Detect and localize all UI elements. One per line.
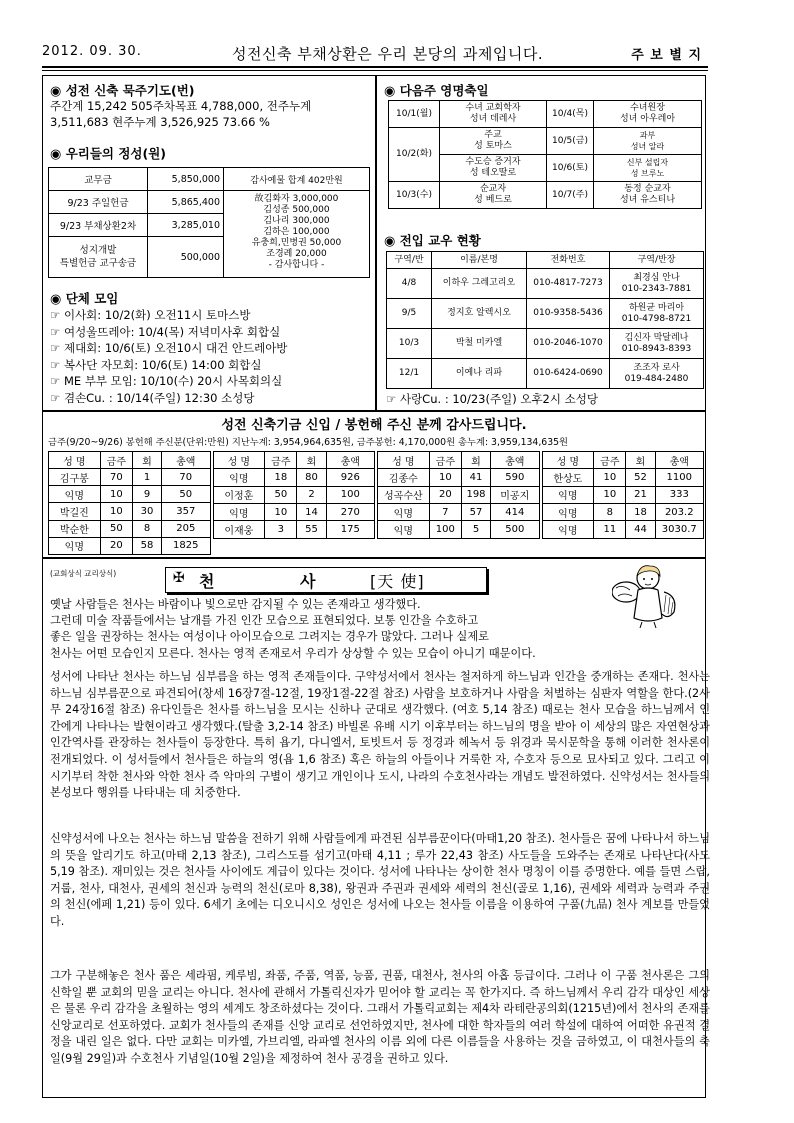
donation-row bbox=[378, 469, 540, 486]
donation-cell: 500 bbox=[491, 521, 539, 538]
section-marker-icon: ◉ bbox=[50, 147, 62, 162]
donation-row bbox=[49, 469, 211, 486]
thanks-title: 감사예물 합계 402만원 bbox=[224, 168, 370, 191]
donation-cell: 익명 bbox=[378, 521, 430, 538]
donation-row bbox=[49, 486, 211, 503]
donation-cell: 41 bbox=[461, 469, 490, 486]
page-header bbox=[42, 40, 708, 66]
donation-cell: 100 bbox=[429, 521, 461, 538]
pointing-hand-icon: ☞ bbox=[50, 357, 61, 372]
donation-row bbox=[49, 537, 211, 554]
newcomers-table bbox=[386, 251, 704, 389]
rosary-heading: ◉ 성전 신축 묵주기도(번) bbox=[50, 83, 195, 99]
donation-cell: 55 bbox=[297, 521, 326, 538]
donation-cell: 10 bbox=[594, 486, 626, 503]
donation-cell: 175 bbox=[326, 521, 374, 538]
donation-cell: 10 bbox=[100, 503, 132, 520]
group-item: ☞ ME 부부 모임: 10/10(수) 20시 사목회의실 bbox=[50, 374, 283, 388]
pointing-hand-icon: ☞ bbox=[50, 374, 61, 388]
donation-cell: 18 bbox=[265, 469, 297, 486]
donation-cell: 357 bbox=[162, 503, 210, 520]
donation-cell: 333 bbox=[655, 486, 703, 503]
donation-row bbox=[49, 520, 211, 537]
donation-row bbox=[542, 503, 704, 520]
donation-cell: 미공지 bbox=[491, 486, 539, 503]
donation-cell: 70 bbox=[162, 469, 210, 486]
group-item: ☞ 이사회: 10/2(화) 오전11시 토마스방 bbox=[50, 308, 251, 322]
donation-cell: 익명 bbox=[542, 486, 594, 503]
donation-cell: 30 bbox=[132, 503, 161, 520]
group-item: ☞ 제대회: 10/6(토) 오전10시 대건 안드레아방 bbox=[50, 341, 288, 355]
rosary-line-2: 3,511,683 현주누계 3,526,925 73.66 % bbox=[50, 115, 270, 129]
donation-cell: 10 bbox=[429, 469, 461, 486]
donation-cell: 1100 bbox=[655, 469, 703, 486]
offering-row: 교무금 5,850,000 감사예물 합계 402만원 bbox=[49, 168, 370, 191]
feast-row: 수도승 증거자 성 테오딸로 10/6(토) 신부 설립자 성 브루노 bbox=[389, 155, 702, 182]
donation-cell: 박길진 bbox=[49, 503, 101, 520]
donation-header-row: 성 명 금주 회 총액 bbox=[49, 452, 211, 469]
donation-cell: 58 bbox=[132, 537, 161, 554]
bulletin-title: 주 보 별 지 bbox=[631, 48, 702, 63]
article-paragraph-1: 성서에 나타난 천사는 하느님 심부름을 하는 영적 존재들이다. 구약성서에서 천사는 철저하게 하느님과 인간을 중개하는 존재다. 천사는 하느님 심부름꾼으로 파견되어(창세 16장7절-12절, 19장1절-22절 참조) 사람을 보호하거나 사람을 처벌하는 심판자 역할을 한다.(2사무 24장16절 참조) 유다인들은 천사를 하느님을 모시는 신하나 군대로 생각했다. (여호 5,14 참조) 때로는 천사 모습을 하느님께서 인간에게 나타나는 발현이라고 생각했다.(탈출 3,2-14 참조) 바빌론 유배 시기 이후부터는 하느님의 명을 받아 이 세상의 많은 자연현상과 인간역사를 관장하는 천사들이 등장한다. 특히 욥기, 다니엘서, 토빗트서 등 정경과 헤녹서 등 위경과 묵시문학을 통해 이러한 천사론이 전개되었다. 이 성서들에서 천사들은 하늘의 영(욥 1,6 참조) 혹은 하늘의 아들이나 거룩한 자, 수호자 등으로 묘사되고 있다. 그리고 이 시기부터 착한 천사와 악한 천사 즉 악마의 구별이 생기고 개인이나 도시, 나라의 수호천사라는 개념도 발전하였다. 신약성서는 천사들의 본성보다 행위를 나타내는 데 치중한다. bbox=[50, 670, 710, 800]
donation-row bbox=[213, 538, 375, 555]
donation-row bbox=[542, 538, 704, 555]
section-marker-icon: ◉ bbox=[50, 292, 62, 307]
donation-cell: 익명 bbox=[542, 521, 594, 538]
donation-table bbox=[48, 451, 211, 555]
parish-motto: 성전신축 부채상환은 우리 본당의 과제입니다. bbox=[232, 45, 544, 63]
feast-table bbox=[388, 100, 702, 209]
donation-cell: 414 bbox=[491, 503, 539, 520]
feast-row: 10/1(월) 수녀 교회학자 성녀 데레사 10/4(목) 수녀원장 성녀 아우레아 bbox=[389, 101, 702, 128]
donation-row bbox=[213, 469, 375, 486]
donation-cell bbox=[542, 538, 594, 555]
donation-table bbox=[213, 451, 376, 555]
donation-cell: 익명 bbox=[542, 503, 594, 520]
donation-summary: 금주(9/20~9/26) 봉헌해 주신분(단위:만원) 지난누계: 3,954,964,635원, 금주봉헌: 4,170,000원 총누계: 3,959,134,635원 bbox=[48, 437, 569, 448]
donation-row bbox=[49, 503, 211, 520]
article-paragraph-2: 신약성서에 나오는 천사는 하느님 말씀을 전하기 위해 사람들에게 파견된 심부름꾼이다(마태1,20 참조). 천사들은 꿈에 나타나서 하느님의 뜻을 알리기도 하고(마태 2,13 참조), 그리스도를 섬기고(마태 4,11 ; 루가 22,43 참조) 사도들을 도와주는 존재로 나타난다(사도 5,19 참조). 재미있는 것은 천사들 사이에도 계급이 있다는 것이다. 성서에 나타나는 상이한 천사 명칭이 이를 증명한다. 예를 들면 스랍, 거룹, 천사, 대천사, 권세의 천신과 능력의 천신(로마 8,38), 왕권과 주권과 권세와 세력의 천신(골로 1,16), 권세와 세력과 능력과 주권의 천신(에페 1,21) 등이 있다. 6세기 초에는 디오니시오 성인은 성서에 나오는 천사들 이름을 이용하여 구품(九品) 천사 계보를 만들었다. bbox=[50, 832, 710, 928]
article-paragraph-3: 그가 구분해놓은 천사 품은 세라핌, 케루빔, 좌품, 주품, 역품, 능품, 권품, 대천사, 천사의 아홉 등급이다. 그러나 이 구품 천사론은 그의 신학일 뿐 교회의 믿을 교리는 아니다. 천사에 관해서 가톨릭신자가 믿어야 할 교리는 꼭 한가지다. 즉 하느님께서 우리 감각 대상인 세상은 물론 우리 감각을 초월하는 영의 세계도 창조하셨다는 것이다. 그래서 가톨릭교회는 제4차 라테란공의회(1215년)에서 천사의 존재를 신앙교리로 선포하였다. 교회가 천사들의 존재를 신앙 교리로 선언하였지만, 천사에 대한 학자들의 여러 학설에 대하여 어떠한 유권적 결정을 내린 일은 없다. 다만 교회는 미카엘, 가브리엘, 라파엘 천사의 이름 외에 다른 이름들을 사용하는 것을 금하였고, 이 대천사들의 축일(9월 29일)과 수호천사 기념일(10월 2일)을 제정하여 천사 공경을 권하고 있다. bbox=[50, 969, 710, 1065]
donation-cell: 8 bbox=[594, 503, 626, 520]
header-rule-thin bbox=[42, 70, 708, 71]
pointing-hand-icon: ☞ bbox=[50, 324, 61, 339]
newcomers-note: ☞ 사랑Cu. : 10/23(주일) 오후2시 소성당 bbox=[386, 392, 598, 406]
donation-cell: 박순한 bbox=[49, 520, 101, 537]
donation-cell: 이정훈 bbox=[213, 486, 265, 503]
donation-cell bbox=[265, 538, 297, 555]
donation-cell: 198 bbox=[461, 486, 490, 503]
donation-cell: 18 bbox=[626, 503, 655, 520]
donation-row bbox=[378, 538, 540, 555]
donation-row bbox=[378, 503, 540, 520]
donation-cell: 52 bbox=[626, 469, 655, 486]
donation-cell: 3 bbox=[265, 521, 297, 538]
donation-cell: 270 bbox=[326, 503, 374, 520]
feast-row: 10/2(화) 주교 성 토마스 10/5(금) 과부 성녀 알라 bbox=[389, 128, 702, 155]
donation-cell: 익명 bbox=[49, 486, 101, 503]
donation-cell: 205 bbox=[162, 520, 210, 537]
donation-cell: 44 bbox=[626, 521, 655, 538]
donation-row bbox=[542, 486, 704, 503]
article-title: 천 사 bbox=[199, 572, 356, 591]
donation-cell bbox=[297, 538, 326, 555]
pointing-hand-icon: ☞ bbox=[386, 392, 397, 406]
donation-cell bbox=[213, 538, 265, 555]
offering-row: 9/23 부채상환2차 3,285,010 bbox=[49, 214, 370, 237]
donation-row bbox=[213, 521, 375, 538]
newcomers-header-row: 구역/반 이름/본명 전화번호 구역/반장 bbox=[387, 252, 704, 269]
header-rule bbox=[42, 66, 708, 68]
newcomer-row: 9/5 정지호 알렉시오 010-9358-5436 하원균 마리아 010-4798-8721 bbox=[387, 299, 704, 329]
groups-list bbox=[50, 307, 287, 406]
section-marker-icon: ◉ bbox=[384, 84, 396, 99]
section-marker-icon: ◉ bbox=[384, 234, 396, 249]
donation-tables bbox=[48, 451, 704, 555]
donation-cell bbox=[326, 538, 374, 555]
article-title-hanja: [天 使] bbox=[370, 572, 425, 591]
donation-cell: 이재웅 bbox=[213, 521, 265, 538]
donation-header-row: 성 명 금주 회 총액 bbox=[378, 452, 540, 469]
article-intro: 옛날 사람들은 천사는 바람이나 빛으로만 감지될 수 있는 존재라고 생각했다. 그런데 미술 작품들에서는 날개를 가진 인간 모습으로 표현되었다. 보통 인간을 수호하고 좋은 일을 권장하는 천사는 여성이나 아이모습으로 그려지는 경우가 많았다. 그러나 실제로 천사는 어떤 모습인지 모른다. 천사는 영적 존재로서 우리가 상상할 수 있는 모습이 아니기 때문이다. bbox=[50, 598, 536, 660]
donation-row bbox=[378, 486, 540, 503]
newcomers-heading: ◉ 전입 교우 현황 bbox=[384, 233, 481, 249]
donation-cell: 한상도 bbox=[542, 469, 594, 486]
donation-table bbox=[377, 451, 540, 555]
donation-cell: 10 bbox=[594, 469, 626, 486]
donation-cell: 3030.7 bbox=[655, 521, 703, 538]
offering-table bbox=[48, 167, 370, 278]
donation-row bbox=[213, 486, 375, 503]
donation-cell: 7 bbox=[429, 503, 461, 520]
group-item: ☞ 겸손Cu. : 10/14(주일) 12:30 소성당 bbox=[50, 390, 255, 405]
pointing-hand-icon: ☞ bbox=[50, 308, 61, 322]
feast-heading: ◉ 다음주 영명축일 bbox=[384, 83, 489, 99]
donation-header-row: 성 명 금주 회 총액 bbox=[542, 452, 704, 469]
donation-cell: 9 bbox=[132, 486, 161, 503]
donation-row bbox=[542, 469, 704, 486]
donation-cell bbox=[378, 538, 430, 555]
donation-row bbox=[378, 521, 540, 538]
offering-heading: ◉ 우리들의 정성(원) bbox=[50, 146, 167, 162]
newcomer-row: 10/3 박철 미카엘 010-2046-1070 김신자 막달레나 010-8943-8393 bbox=[387, 329, 704, 359]
donation-cell: 익명 bbox=[213, 469, 265, 486]
donation-cell: 김종수 bbox=[378, 469, 430, 486]
donation-row bbox=[213, 503, 375, 520]
thanks-list: 故김화자 3,000,000 김성종 500,000 김나리 300,000 김하은 100,000 유충희,민병권 50,000 조경례 20,000 - 감사합니다 - bbox=[224, 191, 370, 278]
donation-cell: 926 bbox=[326, 469, 374, 486]
group-item: ☞ 복사단 자모회: 10/6(토) 14:00 회합실 bbox=[50, 357, 262, 372]
donation-cell: 14 bbox=[297, 503, 326, 520]
donation-cell bbox=[626, 538, 655, 555]
pointing-hand-icon: ☞ bbox=[50, 390, 61, 405]
donation-cell bbox=[491, 538, 539, 555]
donation-cell: 100 bbox=[326, 486, 374, 503]
donation-cell: 50 bbox=[162, 486, 210, 503]
donation-cell: 익명 bbox=[213, 503, 265, 520]
donation-cell bbox=[429, 538, 461, 555]
pointing-hand-icon: ☞ bbox=[50, 341, 61, 355]
donation-cell: 8 bbox=[132, 520, 161, 537]
donation-title: 성전 신축기금 신입 / 봉헌해 주신 분께 감사드립니다. bbox=[221, 418, 527, 433]
donation-cell: 80 bbox=[297, 469, 326, 486]
donation-cell bbox=[461, 538, 490, 555]
article-source: (교회상식 교리상식) bbox=[50, 569, 117, 578]
donation-cell: 20 bbox=[100, 537, 132, 554]
donation-cell: 10 bbox=[265, 503, 297, 520]
donation-cell: 익명 bbox=[378, 503, 430, 520]
donation-cell: 203.2 bbox=[655, 503, 703, 520]
donation-cell: 20 bbox=[429, 486, 461, 503]
donation-cell: 11 bbox=[594, 521, 626, 538]
groups-heading: ◉ 단체 모임 bbox=[50, 291, 119, 307]
offering-row: 9/23 주일헌금 5,865,400 故김화자 3,000,000 김성종 500,000 김나리 300,000 김하은 100,000 유충희,민병권 50,000 조경례 20,000 - 감사합니다 - bbox=[49, 191, 370, 214]
feast-row: 10/3(수) 순교자 성 베드로 10/7(주) 동정 순교자 성녀 유스티나 bbox=[389, 182, 702, 209]
donation-cell bbox=[594, 538, 626, 555]
donation-table bbox=[542, 451, 705, 555]
donation-cell: 익명 bbox=[49, 537, 101, 554]
donation-cell: 김구봉 bbox=[49, 469, 101, 486]
donation-cell bbox=[655, 538, 703, 555]
group-item: ☞ 여성울뜨레아: 10/4(목) 저녁미사후 회합실 bbox=[50, 324, 281, 339]
donation-cell: 70 bbox=[100, 469, 132, 486]
issue-date: 2012. 09. 30. bbox=[42, 44, 142, 59]
donation-cell: 57 bbox=[461, 503, 490, 520]
donation-cell: 590 bbox=[491, 469, 539, 486]
donation-cell: 1 bbox=[132, 469, 161, 486]
cross-icon: ✠ bbox=[173, 570, 185, 586]
donation-cell: 5 bbox=[461, 521, 490, 538]
donation-cell: 성곡수산 bbox=[378, 486, 430, 503]
donation-cell: 50 bbox=[265, 486, 297, 503]
donation-cell: 1825 bbox=[162, 537, 210, 554]
article-title-box bbox=[165, 567, 485, 593]
newcomer-row: 4/8 이하우 그레고리오 010-4817-7273 최경심 안나 010-2343-7881 bbox=[387, 269, 704, 299]
donation-header-row: 성 명 금주 회 총액 bbox=[213, 452, 375, 469]
donation-cell: 50 bbox=[100, 520, 132, 537]
donation-cell: 21 bbox=[626, 486, 655, 503]
rosary-line-1: 주간계 15,242 505주차목표 4,788,000, 전주누계 bbox=[50, 99, 312, 113]
offering-row: 성지개발 특별헌금 교구송금 500,000 bbox=[49, 237, 370, 278]
donation-row bbox=[542, 521, 704, 538]
section-marker-icon: ◉ bbox=[50, 84, 62, 99]
donation-cell: 10 bbox=[100, 486, 132, 503]
donation-cell: 2 bbox=[297, 486, 326, 503]
newcomer-row: 12/1 이예나 리파 010-6424-0690 조조자 로사 019-484-2480 bbox=[387, 359, 704, 389]
